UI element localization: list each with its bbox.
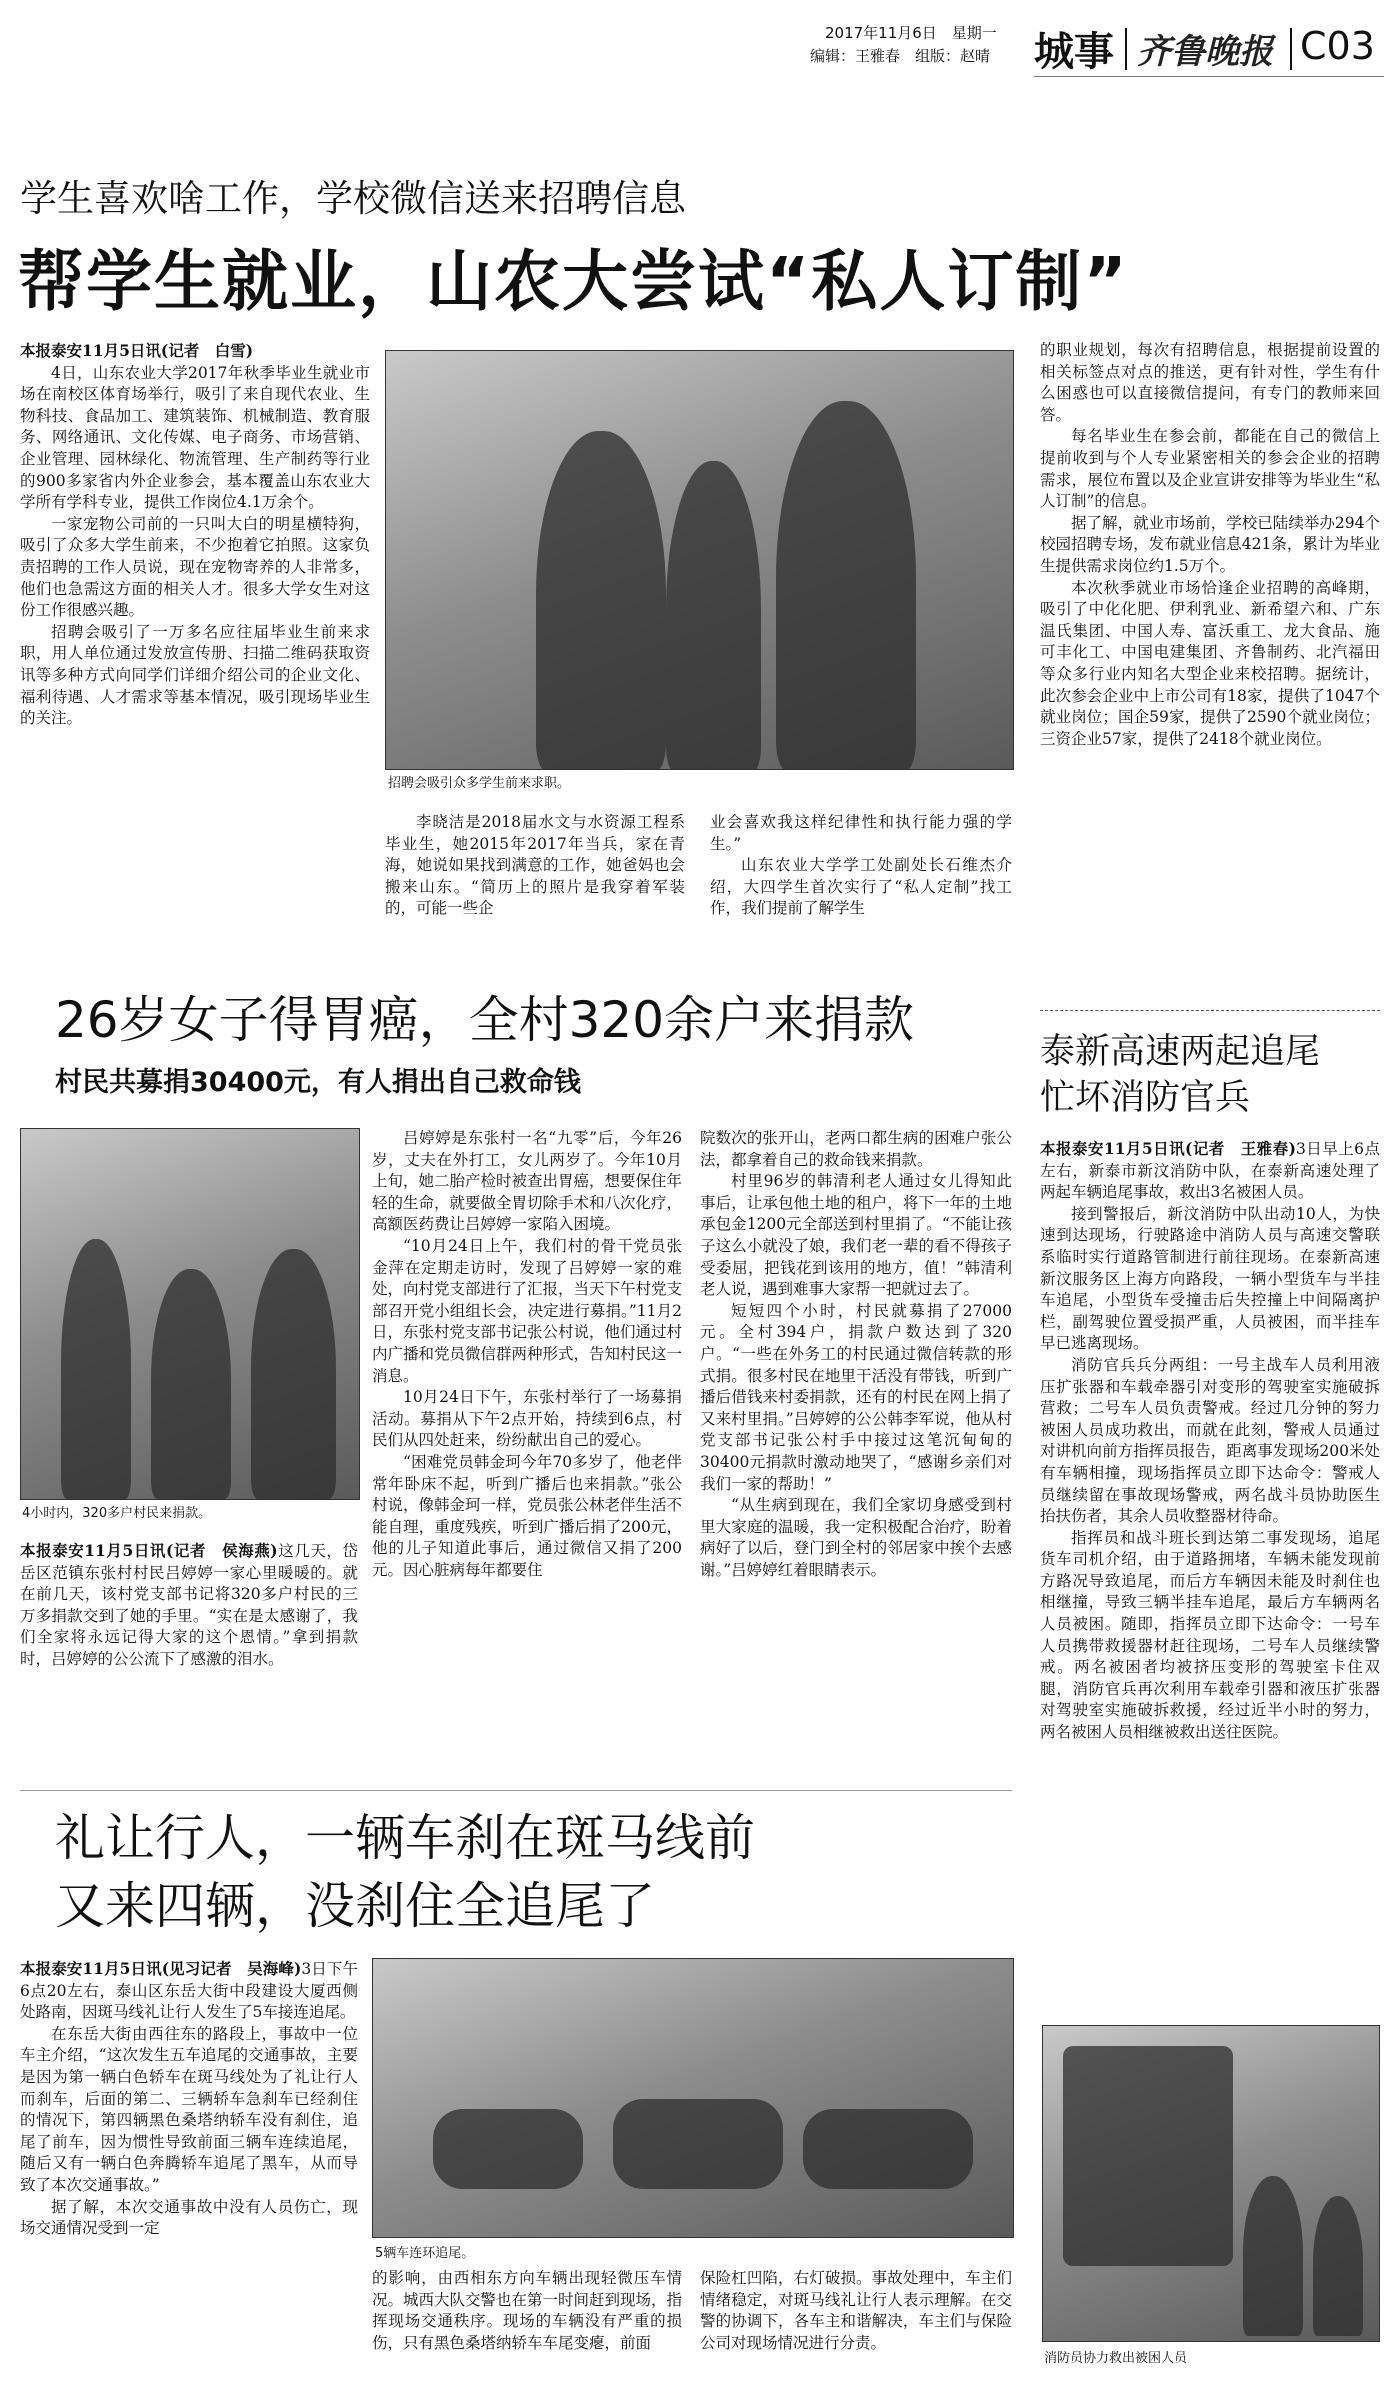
article4-column-2 xyxy=(372,2268,682,2383)
section-divider xyxy=(20,1790,1012,1791)
article1-paragraph: 招聘会吸引了一万多名应往届毕业生前来求职，用人单位通过发放宣传册、扫描二维码获取资讯等多种方式向同学们详细介绍公司的企业文化、福利待遇、人才需求等基本情况，吸引现场毕业生的关注。 xyxy=(20,622,370,728)
article1-column-3 xyxy=(710,812,1012,942)
article1-paragraph: 的职业规划，每次有招聘信息，根据提前设置的相关标签点对点的推送，更有针对性，学生有什么困惑也可以直接微信提问，有专门的教师来回答。 xyxy=(1040,341,1380,424)
article1-paragraph: 业会喜欢我这样纪律性和执行能力强的学生。” xyxy=(710,813,1012,853)
article4-paragraph: 的影响，由西相东方向车辆出现轻微压车情况。城西大队交警也在第一时间赶到现场，指挥现场交通秩序。现场的车辆没有严重的损伤，只有黑色桑塔纳轿车车尾变瘪，前面 xyxy=(372,2269,682,2352)
article3-photo xyxy=(1042,2025,1380,2342)
article4-byline: 本报泰安11月5日讯(见习记者 吴海峰) xyxy=(20,1959,302,1978)
article2-paragraph: “从生病到现在，我们全家切身感受到村里大家庭的温暖，我一定积极配合治疗，盼着病好了以后，登门到全村的邻居家中挨个去感谢。”吕婷婷红着眼睛表示。 xyxy=(700,1496,1012,1579)
article2-paragraph: 村里96岁的韩清利老人通过女儿得知此事后，让承包他土地的租户，将下一年的土地承包金1200元全部送到村里捐了。“不能让孩子这么小就没了娘，我们老一辈的看不得孩子受委屈，把钱花到该用的地方，值！”韩清利老人说，遇到难事大家帮一把就过去了。 xyxy=(700,1172,1012,1299)
article1-paragraph: 据了解，就业市场前，学校已陆续举办294个校园招聘专场，发布就业信息421条，累计为毕业生提供需求岗位约1.5万个。 xyxy=(1040,513,1380,575)
article1-paragraph: 李晓洁是2018届水文与水资源工程系毕业生，她2015年2017年当兵，家在青海，她说如果找到满意的工作，她爸妈也会搬来山东。“简历上的照片是我穿着军装的，可能一些企 xyxy=(385,813,685,918)
article1-byline: 本报泰安11月5日讯(记者 白雪) xyxy=(20,341,254,360)
article1-kicker: 学生喜欢啥工作，学校微信送来招聘信息 xyxy=(20,177,686,220)
article2-photo xyxy=(20,1128,360,1500)
article4-photo xyxy=(372,1958,1014,2238)
article2-paragraph: 院数次的张开山，老两口都生病的困难户张公法，都拿着自己的救命钱来捐款。 xyxy=(700,1129,1012,1169)
article2-byline: 本报泰安11月5日讯(记者 侯海燕) xyxy=(20,1541,278,1560)
editors-line: 编辑：王雅春 组版：赵晴 xyxy=(810,47,991,65)
article4-paragraph: 在东岳大街由西往东的路段上，事故中一位车主介绍，“这次发生五车追尾的交通事故，主要是因为第一辆白色轿车在斑马线处为了礼让行人而刹车，后面的第二、三辆轿车急刹车已经刹住的情况下，第四辆黑色桑塔纳轿车没有刹住，追尾了前车，因为惯性导致前面三辆车连续追尾，随后又有一辆白色奔腾轿车追尾了黑车，从而导致了本次交通事故。” xyxy=(20,2024,358,2194)
article3-headline-line2: 忙坏消防官兵 xyxy=(1040,1078,1251,1118)
article1-paragraph: 一家宠物公司前的一只叫大白的明星横特狗，吸引了众多大学生前来，不少抱着它拍照。这家负责招聘的工作人员说，现在宠物寄养的人非常多，他们也急需这方面的相关人才。很多大学女生对这份工作很感兴趣。 xyxy=(20,514,370,620)
article3-headline-line1: 泰新高速两起追尾 xyxy=(1040,1032,1321,1072)
article1-column-1 xyxy=(20,340,370,940)
article2-paragraph: “10月24日上午，我们村的骨干党员张金萍在定期走访时，发现了吕婷婷一家的难处，向村党支部进行了汇报，当天下午村党支部召开党小组组长会，决定进行募捐。”11月2日，东张村党支部书记张公村说，他们通过村内广播和党员微信群两种形式，告知村民这一消息。 xyxy=(372,1236,682,1385)
article4-paragraph: 3日下午6点20左右，泰山区东岳大街中段建设大厦西侧处路南，因斑马线礼让行人发生了5车接连追尾。 xyxy=(20,1960,358,2022)
page-number: C03 xyxy=(1300,24,1375,68)
article2-subhead: 村民共募捐30400元，有人捐出自己救命钱 xyxy=(55,1067,581,1098)
article2-paragraph: “困难党员韩金珂今年70多岁了，他老伴常年卧床不起，听到广播后也来捐款。”张公村说，像韩金珂一样，党员张公林老伴生活不能自理，重度残疾，听到广播后捐了200元，他的儿子知道此事后，通过微信又捐了200元。因心脏病每年都要住 xyxy=(372,1452,682,1579)
article4-paragraph: 据了解，本次交通事故中没有人员伤亡，现场交通情况受到一定 xyxy=(20,2197,358,2238)
article4-headline-line1: 礼让行人，一辆车刹在斑马线前 xyxy=(55,1809,755,1867)
article3-body xyxy=(1040,1138,1380,2008)
article4-column-3 xyxy=(700,2268,1012,2383)
article3-byline: 本报泰安11月5日讯(记者 王雅春) xyxy=(1040,1139,1296,1158)
header-divider xyxy=(1290,28,1292,70)
article1-headline: 帮学生就业，山农大尝试“私人订制” xyxy=(18,243,1129,320)
article3-photo-caption: 消防员协力救出被困人员 xyxy=(1044,2351,1188,2366)
article2-column-2 xyxy=(372,1128,682,1788)
article2-photo-caption: 4小时内，320多户村民来捐款。 xyxy=(22,1506,212,1521)
header-divider xyxy=(1125,28,1127,70)
article1-paragraph: 本次秋季就业市场恰逢企业招聘的高峰期，吸引了中化化肥、伊利乳业、新希望六和、广东温氏集团、中国人寿、富沃重工、龙大食品、施可丰化工、中国电建集团、齐鲁制药、北汽福田等众多行业内知名大型企业来校招聘。据统计，此次参会企业中上市公司有18家，提供了1047个就业岗位；国企59家，提供了2590个就业岗位；三资企业57家，提供了2418个就业岗位。 xyxy=(1040,578,1380,748)
article4-column-1 xyxy=(20,1958,358,2383)
article1-paragraph: 每名毕业生在参会前，都能在自己的微信上提前收到与个人专业紧密相关的参会企业的招聘需求，展位布置以及企业宣讲安排等为毕业生“私人订制”的信息。 xyxy=(1040,427,1380,511)
article3-paragraph: 3日早上6点左右，新泰市新汶消防中队，在泰新高速处理了两起车辆追尾事故，救出3名被困人员。 xyxy=(1040,1140,1380,1202)
article4-photo-caption: 5辆车连环追尾。 xyxy=(375,2246,475,2261)
issue-date: 2017年11月6日 星期一 xyxy=(825,24,997,42)
article1-photo xyxy=(385,350,1014,770)
header-rule xyxy=(1034,76,1384,77)
article3-paragraph: 接到警报后，新汶消防中队出动10人，为快速到达现场，行驶路途中消防人员与高速交警联系临时实行道路管制进行前往现场。在泰新高速新汶服务区上海方向路段，一辆小型货车与半挂车追尾，小型货车受撞击后失控撞上中间隔离护栏，副驾驶位置受损严重，人员被困，而半挂车早已逃离现场。 xyxy=(1040,1204,1380,1353)
article1-paragraph: 山东农业大学学工处副处长石维杰介绍，大四学生首次实行了“私人定制”找工作，我们提前了解学生 xyxy=(710,856,1012,918)
section-divider xyxy=(1040,1010,1380,1011)
article2-paragraph: 短短四个小时，村民就募捐了27000元。全村394户，捐款户数达到了320户。“一些在外务工的村民通过微信转款的形式捐。很多村民在地里干活没有带钱，听到广播后借钱来村委捐款，还有的村民在网上捐了又来村里捐。”吕婷婷的公公韩李军说，他从村党支部书记张公村手中接过这笔沉甸甸的30400元捐款时激动地哭了，“感谢乡亲们对我们一家的帮助！” xyxy=(700,1301,1012,1493)
article2-paragraph: 吕婷婷是东张村一名“九零”后，今年26岁，丈夫在外打工，女儿两岁了。今年10月上旬，她二胎产检时被查出胃癌，想要保住年轻的生命，就要做全胃切除手术和八次化疗，高额医药费让吕婷婷一家陷入困境。 xyxy=(372,1129,682,1234)
article1-paragraph: 4日，山东农业大学2017年秋季毕业生就业市场在南校区体育场举行，吸引了来自现代农业、生物科技、食品加工、建筑装饰、机械制造、教育服务、网络通讯、文化传媒、电子商务、市场营销、企业管理、园林绿化、物流管理、生产制药等行业的900多家省内外企业参会，基本覆盖山东农业大学所有学科专业，提供工作岗位4.1万余个。 xyxy=(20,363,370,512)
article4-headline-line2: 又来四辆，没刹住全追尾了 xyxy=(55,1877,655,1935)
article2-paragraph: 这几天，岱岳区范镇东张村村民吕婷婷一家心里暖暖的。就在前几天，该村党支部书记将320多户村民的三万多捐款交到了她的手里。“实在是太感谢了，我们全家将永远记得大家的这个恩情。”拿到捐款时，吕婷婷的公公流下了感激的泪水。 xyxy=(20,1542,358,1668)
newspaper-name: 齐鲁晚报 xyxy=(1137,32,1273,72)
article2-column-3 xyxy=(700,1128,1012,1788)
article1-photo-caption: 招聘会吸引众多学生前来求职。 xyxy=(388,776,571,791)
article1-column-4 xyxy=(1040,340,1380,940)
article3-paragraph: 指挥员和战斗班长到达第二事发现场，追尾货车司机介绍，由于道路拥堵，车辆未能发现前方路况导致追尾，而后方车辆因未能及时刹住也相继撞，导致三辆半挂车追尾，最后方车辆两名人员被困。随即，指挥员立即下达命令：一号车人员携带救援器材赶往现场，二号车人员继续警戒。两名被困者均被挤压变形的驾驶室卡住双腿，消防官兵再次利用车载牵引器和液压扩张器对驾驶室实施破拆救援，经过近半小时的努力，两名被困人员相继被救出送往医院。 xyxy=(1040,1528,1380,1742)
article2-column-1 xyxy=(20,1540,358,1780)
article1-column-2 xyxy=(385,812,685,942)
article2-headline: 26岁女子得胃癌，全村320余户来捐款 xyxy=(55,991,915,1049)
section-name: 城事 xyxy=(1034,29,1114,75)
article2-paragraph: 10月24日下午，东张村举行了一场募捐活动。募捐从下午2点开始，持续到6点，村民们从四处赶来，纷纷献出自己的爱心。 xyxy=(372,1388,682,1450)
article4-paragraph: 保险杠凹陷，右灯破损。事故处理中，车主们情绪稳定，对斑马线礼让行人表示理解。在交警的协调下，各车主和谐解决，车主们与保险公司对现场情况进行分责。 xyxy=(700,2269,1012,2352)
article3-paragraph: 消防官兵兵分两组：一号主战车人员利用液压扩张器和车载牵器引对变形的驾驶室实施破拆营救；二号车人员负责警戒。经过几分钟的努力被困人员成功救出，而就在此刻，警戒人员通过对讲机向前方指挥员报告，距离事发现场200米处有车辆相撞，现场指挥员立即下达命令：警戒人员继续留在事故现场警戒，两名战斗员协助医生抬扶伤者，其余人员收整器材待命。 xyxy=(1040,1355,1380,1526)
